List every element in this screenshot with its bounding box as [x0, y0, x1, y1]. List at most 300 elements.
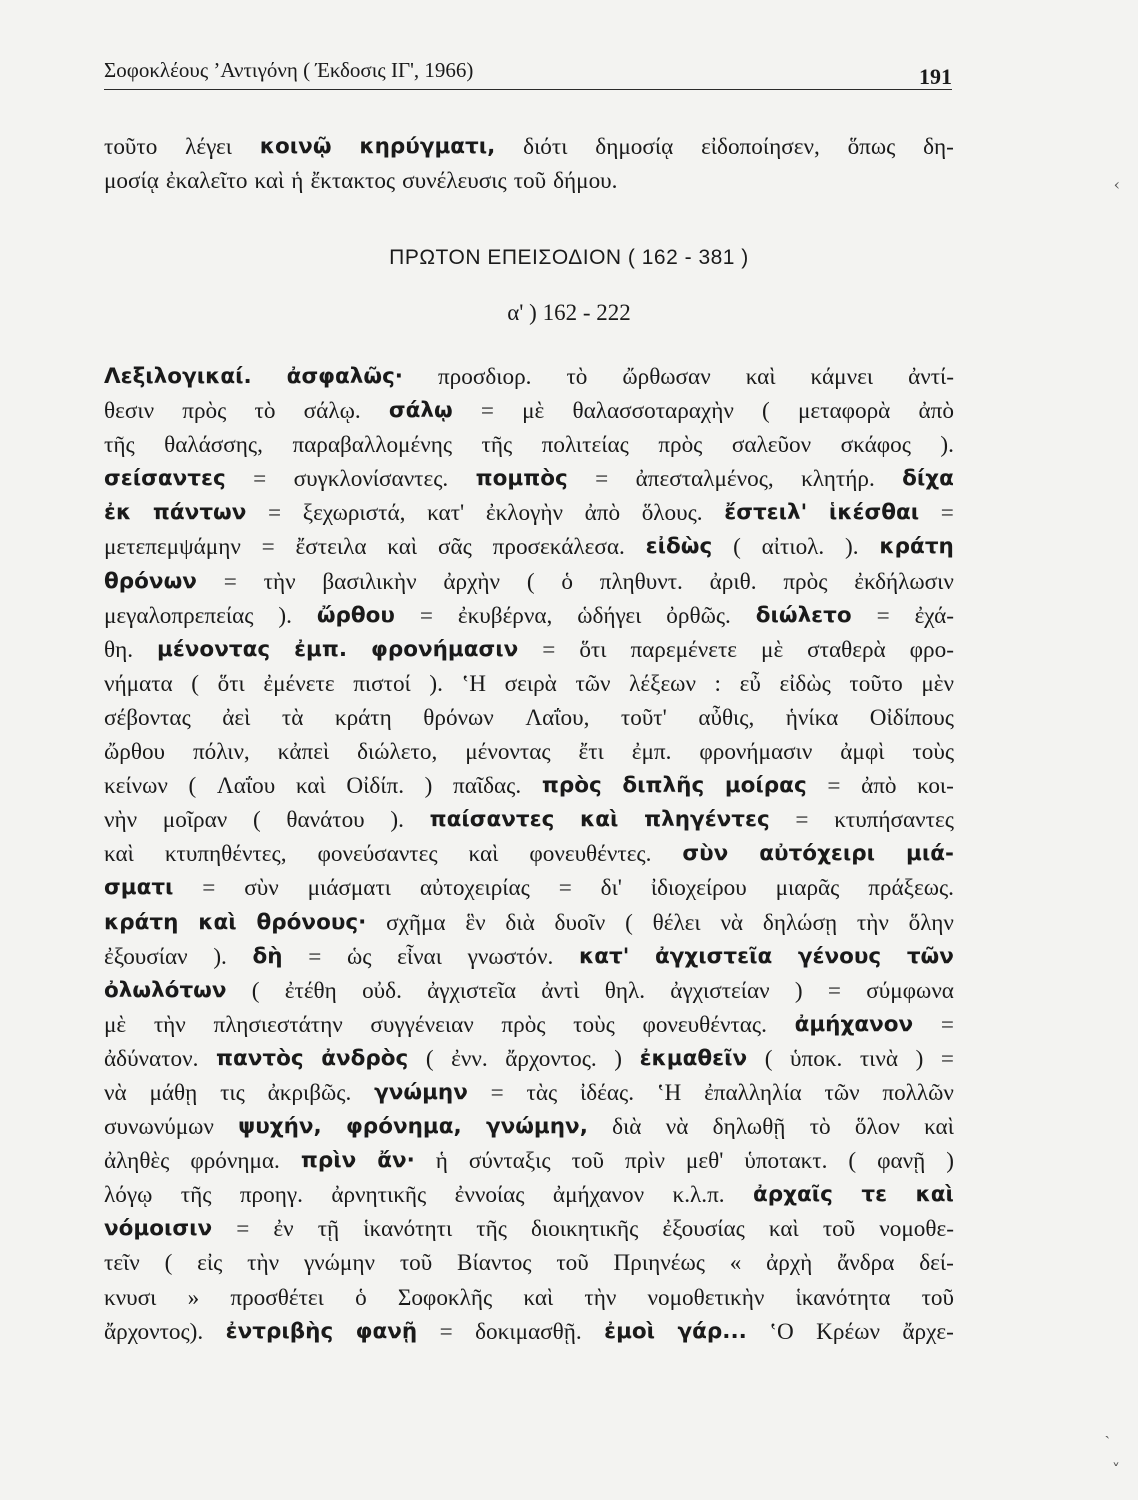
text-word: ἐκυβέρνα, [457, 602, 553, 629]
text-word: μεταφορὰ [797, 398, 891, 425]
text-word: παρεμένετε [630, 636, 738, 663]
text-line [104, 394, 954, 428]
text-word: εἰς [197, 1250, 223, 1277]
text-word: ἀπεσταλμένος, [635, 466, 774, 493]
text-word: καὶ [254, 168, 285, 195]
text-word: βασιλικὴν [322, 568, 417, 595]
text-word: Βίαντος [457, 1250, 532, 1277]
bold-term: δὴ [252, 943, 283, 969]
text-word: ὑποτακτ. [744, 1148, 828, 1175]
text-word: ἀγχιστεῖα [427, 977, 517, 1004]
text-line [104, 1178, 954, 1212]
text-word: ὅλον [854, 1114, 900, 1141]
bold-term: εἰδὼς [645, 534, 713, 560]
text-word: θηλ. [604, 977, 646, 1004]
text-word: ἔτι [578, 739, 604, 766]
text-word: ἀκριβῶς. [267, 1079, 352, 1106]
text-word: δυοῖν [554, 909, 606, 936]
bold-term: σὺν [682, 841, 729, 867]
bold-term: τε [861, 1182, 888, 1208]
text-word: ὅτι [579, 636, 607, 663]
text-word: ἐμένετε [263, 670, 335, 697]
text-word: λόγῳ [104, 1182, 153, 1209]
text-word: δι' [600, 875, 622, 902]
text-word: διοικητικῆς [530, 1216, 639, 1243]
bold-term: ἀγχιστεῖα [654, 943, 773, 969]
text-word: πρὶν [624, 1148, 665, 1175]
text-line [104, 1281, 954, 1315]
text-line [104, 735, 954, 769]
text-line [104, 1110, 954, 1144]
bold-term: φρόνημα, [345, 1114, 462, 1140]
text-word: τῇ [317, 1216, 340, 1243]
text-word: σᾶς [438, 534, 472, 561]
text-word: ἐννοίας [454, 1182, 525, 1209]
text-word: Κρέων [816, 1318, 880, 1345]
text-line [104, 1008, 954, 1042]
text-word: ). [213, 943, 227, 970]
text-word: μένοντας [465, 739, 551, 766]
text-word: πράξεως. [868, 875, 954, 902]
text-word: ἀρχὴν [443, 568, 500, 595]
text-word: Σοφοκλῆς [397, 1284, 493, 1311]
text-word: ἀπὸ [861, 773, 897, 800]
text-word: νὰ [104, 1079, 127, 1106]
bold-term: δίχα [902, 466, 954, 492]
text-word: ὅτι [217, 670, 245, 697]
text-word: σύνταξις [468, 1148, 551, 1175]
text-word: ἔκτακτος [310, 168, 396, 195]
text-line [104, 906, 954, 940]
text-word: νήματα [104, 670, 173, 697]
text-word: τῆς [104, 432, 135, 459]
text-word: ἐν [273, 1216, 294, 1243]
bold-term: τῶν [906, 943, 954, 969]
text-word: τοῦτο [849, 670, 903, 697]
text-word: Πριηνέως [613, 1250, 705, 1277]
bold-term: γένους [797, 943, 882, 969]
text-line [104, 974, 954, 1008]
text-line [104, 1144, 954, 1178]
text-word: ( [425, 1045, 434, 1072]
text-word: παραβαλλομένης [292, 432, 452, 459]
text-word: εὖ [739, 670, 761, 697]
text-word: τοῦ [571, 1148, 604, 1175]
bold-term: καὶ [198, 909, 237, 935]
text-word: τὴν [263, 568, 296, 595]
text-word: τῶν [575, 670, 611, 697]
text-word: ) [915, 1045, 924, 1072]
bold-term: αὐτόχειρι [759, 841, 876, 867]
text-line [104, 1042, 954, 1076]
bold-term: ψυχήν, [238, 1114, 322, 1140]
text-word: κράτη [334, 704, 392, 731]
text-word: ( [848, 1148, 857, 1175]
text-word: ἀντί- [908, 364, 954, 390]
bold-term: πρὸς [541, 773, 602, 799]
paragraph-intro [104, 130, 954, 198]
text-word: ‛Ο [769, 1318, 794, 1345]
text-word: ἀρχὴ [766, 1250, 813, 1277]
text-word: μάθῃ [149, 1079, 198, 1106]
bold-term: κράτη [879, 534, 954, 560]
text-word: φρονήμασιν [699, 739, 813, 766]
text-word: εἰδὼς [779, 670, 831, 697]
bold-term: καὶ [915, 1182, 954, 1208]
text-word: ). [429, 670, 443, 697]
text-word: δοκιμασθῇ. [475, 1318, 582, 1345]
text-word: τινὰ [859, 1045, 899, 1072]
text-word: ἄνδρα [837, 1250, 895, 1277]
running-header [104, 58, 952, 90]
text-word: = [419, 602, 433, 629]
text-word: ( [762, 398, 770, 425]
text-word: ). [390, 807, 404, 834]
text-word: = [827, 977, 841, 1004]
text-word: προηγ. [239, 1182, 303, 1209]
margin-mark: ˎ [1104, 1420, 1110, 1439]
text-word: ἐμπ. [631, 739, 672, 766]
text-word: = [202, 875, 216, 902]
bold-term: ἐμοὶ [604, 1318, 656, 1344]
text-word: μὲ [104, 1011, 127, 1038]
text-word: πρὸς [658, 432, 703, 459]
text-word: γνώμην [303, 1250, 375, 1277]
text-line [104, 803, 954, 837]
text-word: παῖδας. [453, 773, 522, 800]
text-word: = [827, 773, 841, 800]
text-line [104, 130, 954, 164]
text-word: σειρὰ [504, 670, 557, 697]
text-word: τὴν [584, 1284, 617, 1311]
text-line [104, 496, 954, 530]
text-word: τῆς [476, 1216, 507, 1243]
text-word: μὲ [522, 398, 545, 425]
text-word: τὴν [153, 1011, 186, 1038]
bold-term: ἐκμαθεῖν [639, 1045, 748, 1071]
bold-term: ὤρθου [316, 602, 395, 628]
text-line [104, 837, 954, 871]
text-word: τῆς [481, 432, 513, 459]
text-word: ἐκαλεῖτο [165, 168, 248, 195]
text-word: ( [625, 909, 633, 936]
text-word: σάλῳ. [303, 398, 361, 425]
text-word: ὤρθου [104, 739, 166, 766]
text-word: = [261, 534, 275, 561]
text-word: λέγει [185, 134, 232, 160]
text-word: ( [733, 534, 741, 561]
text-word: φονευθέντας. [642, 1011, 767, 1038]
text-word: αἰτιολ. [761, 534, 825, 561]
text-word: φονεύσαντες [317, 841, 438, 868]
text-word: ἀρνητικῆς [331, 1182, 427, 1209]
text-word: αὖθις, [698, 704, 755, 731]
text-word: ἀμφὶ [840, 739, 885, 766]
text-word: = [223, 568, 237, 595]
text-word: θη. [104, 636, 134, 663]
bold-term: πληγέντες [644, 807, 770, 833]
text-word: ( [191, 670, 200, 697]
text-word: ). [845, 534, 859, 561]
bold-term: κράτη [104, 909, 179, 935]
text-word: φανῇ [877, 1148, 926, 1175]
text-line [104, 1076, 954, 1110]
text-word: ὡδήγει [577, 602, 642, 629]
bold-term: ἱκέσθαι [828, 500, 920, 526]
text-word: ἀριθ. [709, 568, 757, 595]
text-word: κνυσι [104, 1284, 157, 1311]
text-word: πόλιν, [192, 739, 250, 766]
text-word: ἡ [435, 1148, 448, 1175]
text-word: = [876, 602, 890, 629]
text-word: θέλει [652, 909, 701, 936]
text-word: = [595, 466, 609, 493]
text-word: θαλάσσης, [164, 432, 263, 459]
text-word: σύμφωνα [866, 977, 954, 1004]
text-word: ξεχωριστά, [302, 500, 406, 527]
bold-term: ἀμήχανον [794, 1011, 914, 1037]
bold-term: πρὶν [300, 1148, 357, 1174]
text-word: δηλώσῃ [762, 909, 838, 936]
text-word: ἔστειλα [295, 534, 367, 561]
text-word: ἡνίκα [785, 704, 839, 731]
text-word: δημοσίᾳ [595, 134, 674, 160]
text-word: φρο- [909, 636, 954, 663]
bold-term: ἔστειλ' [724, 500, 808, 526]
text-word: = [940, 500, 954, 527]
bold-term: παίσαντες [429, 807, 555, 833]
text-word: ἱκανότητι [363, 1216, 453, 1243]
text-word: μιαρᾶς [775, 875, 840, 902]
text-word: = [268, 500, 282, 527]
text-word: κείνων [104, 773, 168, 800]
text-word: καὶ [387, 534, 418, 561]
text-word: ὑποκ. [790, 1045, 843, 1072]
text-word: τοὺς [573, 1011, 615, 1038]
text-word: ἐξουσίας [662, 1216, 745, 1243]
text-word: ἐξουσίαν [104, 943, 188, 970]
text-word: πολλῶν [882, 1079, 954, 1106]
text-word: κατ' [427, 500, 465, 527]
text-word: ἐπαλληλία [704, 1079, 802, 1106]
text-word: καὶ [468, 841, 499, 868]
text-word: μεθ' [685, 1148, 724, 1175]
text-word: σαλεῦον [731, 432, 812, 459]
text-word: καὶ [295, 773, 326, 800]
text-word: ‛Η [656, 1079, 682, 1106]
text-word: συνωνύμων [104, 1114, 214, 1141]
text-word: προσθέτει [230, 1284, 324, 1311]
text-word: νομοθε- [879, 1216, 954, 1243]
bold-term: κατ' [578, 943, 630, 969]
text-word: ) [946, 1148, 954, 1175]
text-word: σκάφος [840, 432, 911, 459]
margin-mark: ‹ [1113, 175, 1120, 194]
text-word: = [253, 466, 267, 493]
text-word: πρὸς [182, 398, 227, 425]
text-word: ἐκδήλωσιν [854, 568, 954, 595]
text-word: θεσιν [104, 398, 155, 425]
text-word: ἀδύνατον. [104, 1045, 199, 1072]
text-word: κάμνει [810, 364, 874, 390]
text-word: νὴν [104, 807, 138, 834]
text-word: ( [764, 1045, 773, 1072]
text-word: νὰ [720, 909, 744, 936]
bold-term: ἀνδρὸς [321, 1045, 409, 1071]
text-word: καὶ [523, 1284, 554, 1311]
bold-term: πάντων [152, 500, 247, 526]
bold-term: ἐκ [104, 500, 132, 526]
text-word: αὐτοχειρίας [419, 875, 530, 902]
text-word: σέβοντας [104, 704, 191, 731]
text-word: Λαΐου, [525, 704, 590, 731]
text-word: μεγαλοπρεπείας [104, 602, 254, 629]
text-word: διότι [523, 134, 568, 160]
text-word: καὶ [924, 1114, 954, 1141]
text-word: τὸ [254, 398, 276, 425]
bold-term: καὶ [580, 807, 619, 833]
text-word: ἀγχιστείαν [670, 977, 770, 1004]
bold-term: σάλῳ [388, 398, 453, 424]
bold-term: πομπὸς [475, 466, 568, 492]
text-word: ὅλους. [641, 500, 703, 527]
text-word: εἰδοποίησεν, [701, 134, 820, 160]
text-word: συγκλονίσαντες. [293, 466, 449, 493]
bold-term: ἄν· [377, 1148, 415, 1174]
text-word: οὐδ. [362, 977, 402, 1004]
bold-term: νόμοισιν [104, 1216, 213, 1242]
text-word: δη- [923, 134, 954, 160]
text-word: διὰ [612, 1114, 642, 1141]
bold-term: γνώμην, [485, 1114, 588, 1140]
text-word: τοῦτ' [620, 704, 667, 731]
text-word: = [940, 1045, 954, 1072]
text-word: « [729, 1250, 742, 1277]
text-line [104, 633, 954, 667]
text-word: Οἰδίπους [869, 704, 954, 731]
bold-term: ἐμπ. [294, 636, 348, 662]
text-word: ). [940, 432, 954, 459]
text-word: ( [164, 1250, 173, 1277]
text-word: Λαΐου [216, 773, 276, 800]
text-word: πολιτείας [541, 432, 629, 459]
bold-term: θρόνους· [256, 909, 367, 935]
text-line [104, 701, 954, 735]
text-word: ( [251, 977, 260, 1004]
text-line [104, 164, 954, 198]
text-word: ἀντὶ [541, 977, 580, 1004]
text-word: τοῦτο [104, 134, 158, 160]
text-word: μοσίᾳ [104, 168, 159, 195]
text-line [104, 940, 954, 974]
text-word: τῶν [824, 1079, 860, 1106]
text-word: ὀρθῶς. [666, 602, 731, 629]
paragraph-glossary [104, 360, 954, 1349]
text-word: θαλασσοταραχὴν [572, 398, 734, 425]
text-word: ἀπὸ [584, 500, 621, 527]
text-line [104, 530, 954, 564]
text-word: θρόνων [423, 704, 494, 731]
text-word: ὡς [346, 943, 372, 970]
text-word: δηλωθῇ [712, 1114, 786, 1141]
section-heading: ΠΡΩΤΟΝ ΕΠΕΙΣΟΔΙΟΝ ( 162 - 381 ) [389, 246, 749, 269]
text-word: διώλετο, [357, 739, 438, 766]
text-line [104, 1212, 954, 1246]
text-word: τοῦ [399, 1250, 433, 1277]
text-word: μὲ [761, 636, 784, 663]
text-word: τις [220, 1079, 245, 1106]
subsection-heading: α' ) 162 - 222 [507, 300, 631, 325]
text-word: ) [614, 1045, 622, 1072]
bold-term: ὀλωλότων [104, 977, 227, 1003]
bold-term: ἐντριβὴς [225, 1318, 334, 1344]
text-word: ἀληθὲς [104, 1148, 170, 1175]
text-word: ὤρθωσαν [622, 364, 711, 390]
text-word: = [795, 807, 809, 834]
margin-mark: ˅ [1112, 1460, 1120, 1479]
text-word: τοῦ [921, 1284, 954, 1311]
bold-term: παντὸς [215, 1045, 304, 1071]
text-word: ) [424, 773, 433, 800]
text-word: Οἰδίπ. [346, 773, 404, 800]
text-word: ὁ [561, 568, 573, 595]
text-word: τοῦ [513, 168, 547, 195]
text-word: σχῆμα [386, 909, 446, 936]
text-word: κλητήρ. [801, 466, 875, 493]
text-word: δήμου. [553, 168, 618, 195]
text-word: ὅλην [908, 909, 954, 936]
bold-term: ἀρχαῖς [753, 1182, 833, 1208]
text-word: φρόνημα. [190, 1148, 280, 1175]
text-word: = [308, 943, 322, 970]
text-word: ( [526, 568, 535, 595]
text-word: ὅπως [847, 134, 896, 160]
text-word: τεῖν [104, 1250, 140, 1277]
text-word: τὸ [566, 364, 588, 390]
text-word: ἀεὶ [222, 704, 251, 731]
text-word: φονευθέντες. [529, 841, 652, 868]
text-word: τοῦ [556, 1250, 589, 1277]
text-word: πρὸς [501, 1011, 546, 1038]
text-word: ). [278, 602, 292, 629]
text-word: μιάσματι [307, 875, 392, 902]
text-line [104, 462, 954, 496]
text-word: ἄρχε- [902, 1318, 954, 1345]
text-line [104, 565, 954, 599]
text-word: κοι- [917, 773, 954, 800]
text-word: ἄρχοντος). [104, 1318, 204, 1345]
text-word: = [236, 1216, 250, 1243]
text-word: τὸ [809, 1114, 831, 1141]
text-word: ἓν [465, 909, 486, 936]
text-word: νὰ [665, 1114, 689, 1141]
text-word: καὶ [768, 1216, 799, 1243]
bold-term: κοινῷ [259, 134, 332, 159]
text-word: προσδιορ. [437, 364, 532, 390]
bold-term: σείσαντες [104, 466, 226, 492]
text-word: ἰδιοχείρου [650, 875, 747, 902]
bold-term: κηρύγματι, [359, 134, 496, 159]
text-line [104, 1246, 954, 1280]
text-word: κἀπεὶ [277, 739, 330, 766]
bold-term: γάρ... [677, 1318, 747, 1344]
bold-term: φανῇ [355, 1318, 418, 1344]
text-word: ἄρχοντος. [505, 1045, 597, 1072]
text-line [104, 1315, 954, 1349]
text-word: προσεκάλεσα. [492, 534, 625, 561]
bold-term: διπλῆς [622, 773, 705, 799]
text-word: ὁ [355, 1284, 367, 1311]
